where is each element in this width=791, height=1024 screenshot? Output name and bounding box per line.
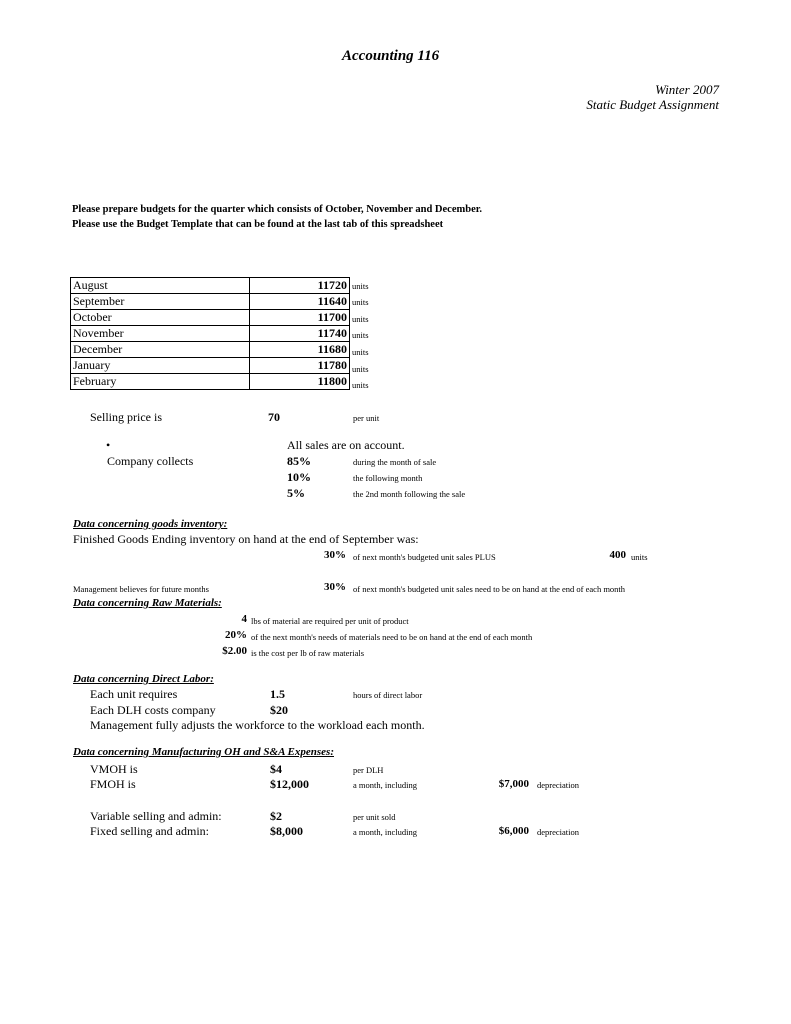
raw-material-desc: of the next month's needs of materials need to be on hand at the end of each month [251,632,533,642]
month-cell: January [71,358,250,374]
raw-material-value: $2.00 [222,645,247,657]
instruction-line-1: Please prepare budgets for the quarter which consists of October, November and December. [72,204,483,215]
units-cell: 11740 [250,326,350,342]
assignment-label: Static Budget Assignment [586,97,719,112]
future-months-pct: 30% [324,581,346,593]
raw-material-desc: is the cost per lb of raw materials [251,648,365,658]
overhead-heading: Data concerning Manufacturing OH and S&A Expenses: [73,746,334,758]
goods-inventory-heading: Data concerning goods inventory: [73,518,228,530]
raw-materials-heading: Data concerning Raw Materials: [73,597,222,609]
overhead-value: $4 [270,762,282,776]
month-cell: August [71,278,250,294]
term-label: Winter 2007 [655,82,719,97]
collection-pct: 85% [287,454,311,468]
page-title: Accounting 116 [342,48,440,64]
overhead-desc: per DLH [353,765,384,775]
selling-price-unit: per unit [353,413,380,423]
units-cell: 11640 [250,294,350,310]
direct-labor-value: $20 [270,703,288,717]
raw-material-value: 20% [225,629,247,641]
units-cell: 11700 [250,310,350,326]
table-row [71,278,350,294]
unit-label: units [352,297,369,307]
depreciation-value: $6,000 [498,825,529,837]
collection-desc: the following month [353,473,423,483]
depreciation-label: depreciation [537,780,580,790]
company-collects-label: Company collects [107,454,194,468]
unit-label: units [352,347,369,357]
table-row [71,310,350,326]
overhead-value: $8,000 [270,824,303,838]
units-cell: 11800 [250,374,350,390]
collection-pct: 10% [287,470,311,484]
goods-inventory-extra-unit: units [631,552,648,562]
unit-label: units [352,364,369,374]
month-cell: November [71,326,250,342]
selling-price-label: Selling price is [90,410,162,424]
month-cell: December [71,342,250,358]
units-cell: 11680 [250,342,350,358]
raw-material-desc: lbs of material are required per unit of product [251,616,409,626]
future-months-label: Management believes for future months [73,584,209,594]
selling-price-value: 70 [268,410,280,424]
direct-labor-value: 1.5 [270,687,285,701]
overhead-desc: a month, including [353,827,417,837]
future-months-desc: of next month's budgeted unit sales need to be on hand at the end of each month [353,584,626,594]
overhead-desc: a month, including [353,780,417,790]
month-cell: October [71,310,250,326]
overhead-label: FMOH is [90,777,136,791]
instruction-line-2: Please use the Budget Template that can be found at the last tab of this spreadsheet [72,219,444,230]
sales-on-account-note: All sales are on account. [287,438,405,452]
unit-label: units [352,314,369,324]
bullet: • [106,438,111,452]
table-row [71,326,350,342]
collection-desc: during the month of sale [353,457,437,467]
units-cell: 11720 [250,278,350,294]
sales-table [70,277,350,390]
unit-label: units [352,380,369,390]
raw-material-value: 4 [241,613,247,625]
table-row [71,374,350,390]
unit-label: units [352,330,369,340]
unit-label: units [352,281,369,291]
goods-inventory-extra: 400 [609,549,626,561]
overhead-label: Fixed selling and admin: [90,824,209,838]
overhead-label: VMOH is [90,762,138,776]
goods-inventory-desc: of next month's budgeted unit sales PLUS [353,552,496,562]
table-row [71,294,350,310]
direct-labor-label: Each DLH costs company [90,703,216,717]
overhead-label: Variable selling and admin: [90,809,222,823]
collection-desc: the 2nd month following the sale [353,489,466,499]
month-cell: September [71,294,250,310]
direct-labor-label: Each unit requires [90,687,178,701]
overhead-desc: per unit sold [353,812,396,822]
direct-labor-note: Management fully adjusts the workforce to the workload each month. [90,718,425,732]
goods-inventory-line: Finished Goods Ending inventory on hand at the end of September was: [73,532,419,546]
table-row [71,358,350,374]
depreciation-label: depreciation [537,827,580,837]
table-row [71,342,350,358]
goods-inventory-pct: 30% [324,549,346,561]
overhead-value: $12,000 [270,777,309,791]
depreciation-value: $7,000 [498,778,529,790]
units-cell: 11780 [250,358,350,374]
direct-labor-desc: hours of direct labor [353,690,423,700]
month-cell: February [71,374,250,390]
overhead-value: $2 [270,809,282,823]
collection-pct: 5% [287,486,305,500]
direct-labor-heading: Data concerning Direct Labor: [73,673,214,685]
